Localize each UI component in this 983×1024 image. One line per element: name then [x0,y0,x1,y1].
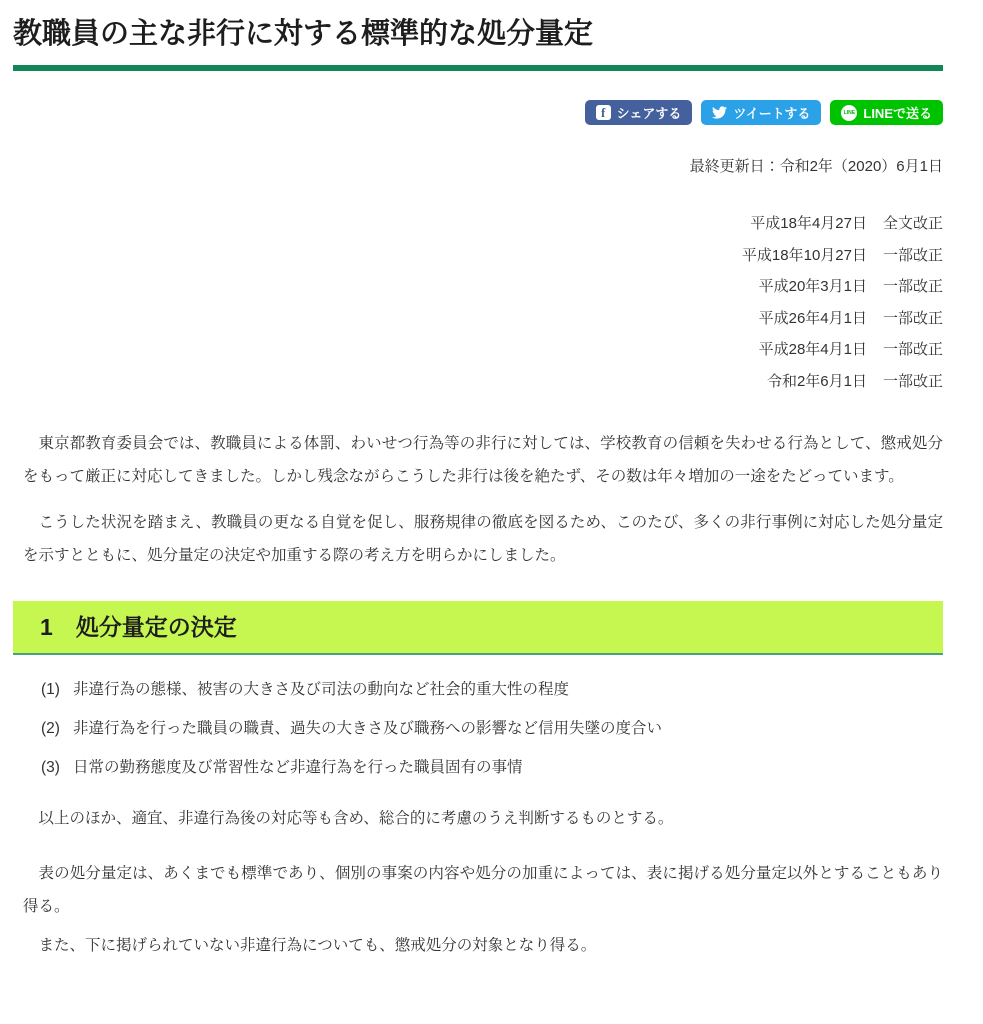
revision-row [13,303,943,335]
last-updated: 最終更新日：令和2年（2020）6月1日 [689,158,943,176]
section-heading [13,601,943,655]
revision-date: 平成20年3月1日 [758,278,867,296]
page-title: 教職員の主な非行に対する標準的な処分量定 [13,0,943,71]
section-title: 処分量定の決定 [75,614,237,641]
line-share-label: LINEで送る [863,106,932,122]
twitter-share-label: ツイートする [733,106,811,122]
item-text: 非違行為を行った職員の職責、過失の大きさ及び職務への影響など信用失墜の度合い [72,720,662,738]
facebook-share-button[interactable] [585,100,693,125]
revision-date: 平成28年4月1日 [758,341,867,359]
item-number: (3) [41,759,60,777]
body-paragraph: 以上のほか、適宜、非違行為後の対応等も含め、総合的に考慮のうえ判断するものとする。 [38,810,674,828]
intro-paragraph: 東京都教育委員会では、教職員による体罰、わいせつ行為等の非行に対しては、学校教育の信頼を失わせる行為として、懲戒処分をもって厳正に対応してきました。しかし残念ながらこうした非行は後を絶たず、その数は年々増加の一途をたどっています。 [23,435,943,486]
intro-paragraph: こうした状況を踏まえ、教職員の更なる自覚を促し、服務規律の徹底を図るため、このたび、多くの非行事例に対応した処分量定を示すとともに、処分量定の決定や加重する際の考え方を明らかにしました。 [23,514,943,565]
revision-row [13,366,943,398]
revision-type: 一部改正 [882,309,943,327]
facebook-icon: f [596,105,611,120]
item-text: 日常の勤務態度及び常習性など非違行為を行った職員固有の事情 [72,759,523,777]
item-number: (1) [41,681,60,699]
line-share-button[interactable] [830,100,943,125]
facebook-share-label: シェアする [616,106,682,122]
revision-row [13,271,943,303]
twitter-share-button[interactable] [701,100,821,125]
revision-type: 一部改正 [882,372,943,390]
revision-row [13,208,943,240]
item-number: (2) [41,720,60,738]
revision-row [13,334,943,366]
list-item [41,682,943,698]
list-item [41,721,943,737]
revision-row [13,240,943,272]
revision-date: 平成18年4月27日 [750,215,867,233]
line-icon: LINE [841,105,857,121]
criteria-list [13,682,943,776]
twitter-bird-icon [712,105,727,120]
revision-type: 一部改正 [882,341,943,359]
body-paragraph: 表の処分量定は、あくまでも標準であり、個別の事案の内容や処分の加重によっては、表に掲げる処分量定以外とすることもあり得る。 [23,865,943,916]
share-button-row [13,100,943,125]
section-number: 1 [40,614,53,641]
body-paragraph: また、下に掲げられていない非違行為についても、懲戒処分の対象となり得る。 [38,937,597,955]
revision-date: 平成18年10月27日 [741,246,867,264]
revision-date: 令和2年6月1日 [766,372,867,390]
revision-history [13,208,943,397]
list-item [41,760,943,776]
revision-type: 全文改正 [882,215,943,233]
revision-date: 平成26年4月1日 [758,309,867,327]
item-text: 非違行為の態様、被害の大きさ及び司法の動向など社会的重大性の程度 [72,681,569,699]
revision-type: 一部改正 [882,246,943,264]
revision-type: 一部改正 [882,278,943,296]
